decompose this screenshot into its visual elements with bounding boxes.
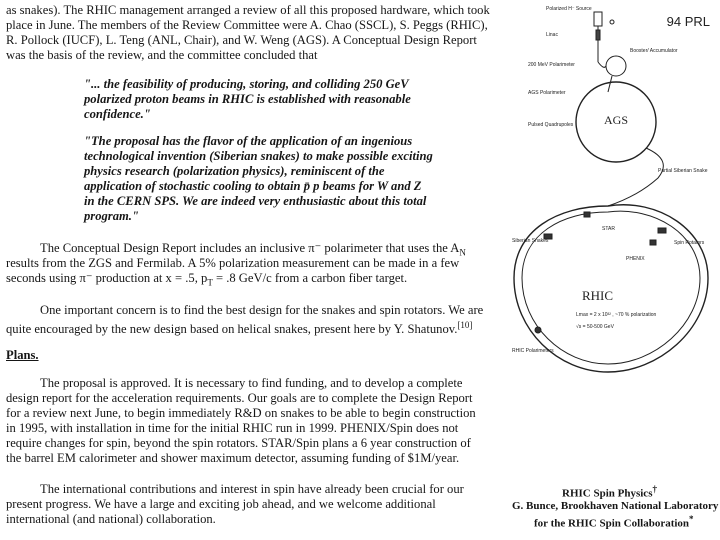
intro-line: R. Pollock (IUCF), L. Teng (ANL, Chair), and W. Weng (AGS). A Conceptual Design Report — [6, 33, 477, 47]
spin-rotator-marker — [658, 228, 666, 233]
label-ags-polarimeter: AGS Polarimeter — [528, 90, 566, 96]
caption-title — [562, 484, 657, 500]
plans-line: in 1995, with installation in time for the initial RHIC run in 1999. PHENIX/Spin does not — [6, 421, 459, 435]
concern-line — [6, 318, 472, 337]
international-line: present progress. We have a large and exciting job ahead, and we welcome additional — [6, 497, 436, 511]
source-dot — [610, 20, 614, 24]
quote-line: program." — [84, 209, 139, 223]
quote-line: physics research (polarization physics), reminiscent of the — [84, 164, 385, 178]
label-luminosity: Lmax = 2 x 10³² , ~70 % polarization — [576, 312, 657, 318]
plans-line: design report for the acceleration requirements. Our goals are to complete the Design Report — [6, 391, 473, 405]
label-spin-rotators: Spin Rotators — [674, 240, 705, 246]
cdr-line — [6, 271, 407, 291]
reference-mark: [10] — [457, 320, 473, 330]
cdr-line-end: = .8 GeV/c from a carbon fiber target. — [212, 271, 408, 285]
cdr-line-text: seconds using π⁻ production at x = .5, p — [6, 271, 208, 285]
plans-heading: Plans. — [6, 348, 39, 362]
rhic-polarimeter-marker — [535, 327, 541, 333]
international-line: The international contributions and interest in spin have already been crucial for our — [40, 482, 464, 496]
plans-line: for a review next June, to begin immediately R&D on snakes to be able to begin construction — [6, 406, 476, 420]
label-partial-snake: Partial Siberian Snake — [658, 168, 708, 174]
intro-line: place in June. The members of the Review Committee were A. Chao (SSCL), S. Peggs (RHIC), — [6, 18, 488, 32]
phenix-marker — [650, 240, 656, 245]
label-linac: Linac — [546, 32, 558, 38]
plans-line: The proposal is approved. It is necessary to find funding, and to develop a complete — [40, 376, 463, 390]
international-line: international (and national) collaboration. — [6, 512, 216, 526]
quote-line: in the CERN SPS. We are indeed very enthusiastic about this total — [84, 194, 427, 208]
quote-line: "... the feasibility of producing, storing, and colliding 250 GeV — [84, 77, 409, 91]
label-pulsed-quadrupoles: Pulsed Quadrupoles — [528, 122, 574, 128]
label-energy: √s = 50-500 GeV — [576, 324, 614, 330]
source-box — [594, 12, 602, 26]
cdr-line: results from the ZGS and Fermilab. A 5% polarization measurement can be made in a few — [6, 256, 460, 270]
an-subscript: N — [459, 247, 466, 258]
quote-line: "The proposal has the flavor of the application of an ingenious — [84, 134, 413, 148]
label-rhic-polarimeters: RHIC Polarimeters — [512, 348, 554, 354]
caption-title-text: RHIC Spin Physics — [562, 487, 653, 500]
caption-collab-text: for the RHIC Spin Collaboration — [534, 517, 690, 530]
intro-line: was the basis of the review, and the committee concluded that — [6, 48, 318, 62]
label-siberian-snakes: Siberian Snakes — [512, 238, 549, 244]
page-tag: 94 PRL — [666, 14, 710, 29]
cdr-line-text: The Conceptual Design Report includes an inclusive π⁻ polarimeter that uses the A — [40, 241, 460, 255]
label-200mev-polarimeter: 200 MeV Polarimeter — [528, 62, 575, 68]
label-ags: AGS — [604, 113, 629, 127]
caption-collab-mark: * — [689, 514, 694, 524]
caption-title-mark: † — [652, 484, 657, 494]
concern-line: One important concern is to find the best design for the snakes and spin rotators. We are — [40, 303, 484, 317]
caption-author: G. Bunce, Brookhaven National Laboratory — [512, 500, 719, 512]
star-marker — [584, 212, 590, 217]
intro-line: as snakes). The RHIC management arranged a review of all this proposed hardware, which took — [6, 3, 490, 17]
label-phenix: PHENIX — [626, 256, 645, 262]
rhic-accelerator-diagram — [508, 0, 720, 420]
quote-line: technological invention (Siberian snakes) to make possible exciting — [84, 149, 433, 163]
quote-line: polarized proton beams in RHIC is established with reasonable — [84, 92, 411, 106]
quote-line: application of stochastic cooling to obtain p̄ p beams for W and Z — [84, 179, 422, 193]
label-star: STAR — [602, 226, 615, 232]
label-source: Polarized H⁻ Source — [546, 6, 592, 12]
booster-injection — [598, 62, 606, 67]
pt-subscript: T — [207, 277, 213, 288]
plans-line: the barrel EM calorimeter and shower maximum detector, assuming funding of $1M/year. — [6, 451, 460, 465]
label-booster: Booster/ Accumulator — [630, 48, 678, 54]
booster-ring — [606, 56, 626, 76]
linac-box — [596, 30, 600, 40]
concern-line-text: quite encouraged by the new design based on helical snakes, present here by Y. Shatunov. — [6, 322, 458, 337]
quote-line: confidence." — [84, 107, 151, 121]
plans-line: require changes for spin, beyond the spin rotators. STAR/Spin plans a 6 year construction of — [6, 436, 471, 450]
label-rhic: RHIC — [582, 288, 614, 303]
booster-ags-line — [608, 76, 612, 92]
caption-collab — [534, 514, 694, 530]
